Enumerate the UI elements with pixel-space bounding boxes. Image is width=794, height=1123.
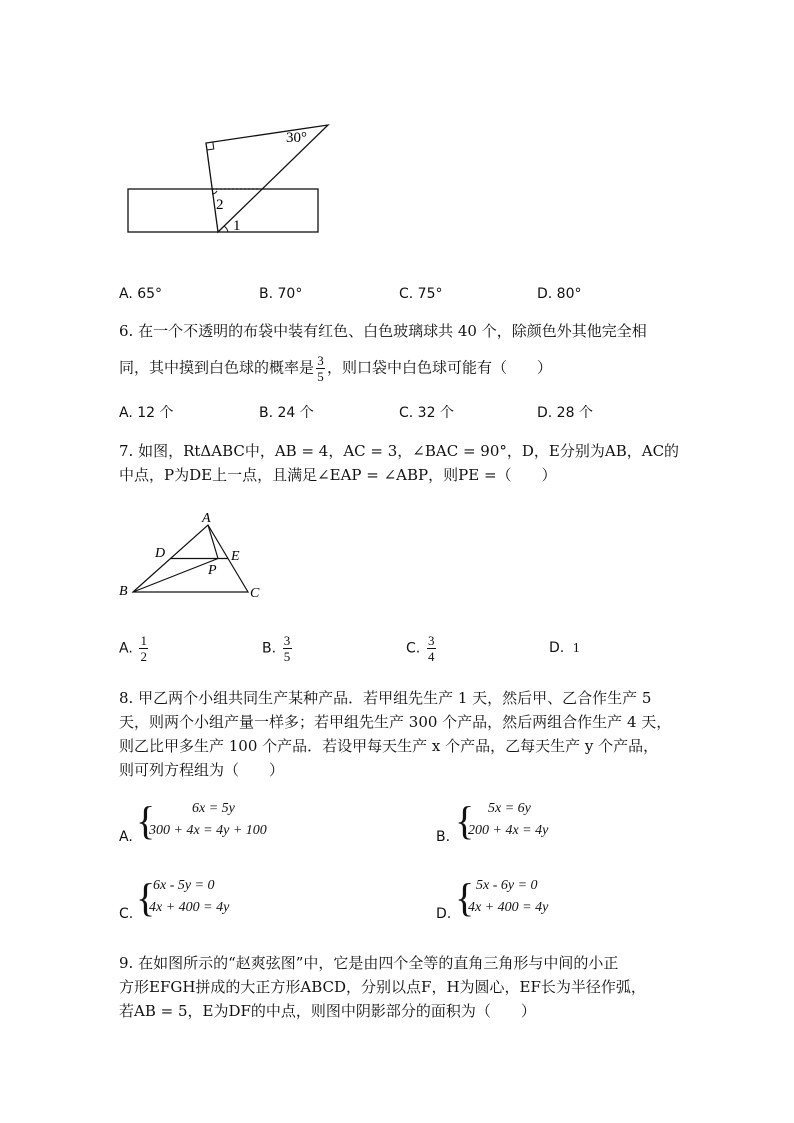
angle-2-label: 2 xyxy=(216,197,224,213)
q5-option-b: B. 70° xyxy=(259,286,303,302)
label-e: E xyxy=(231,549,240,564)
q8-option-a-eq2: 300 + 4x = 4y + 100 xyxy=(149,823,267,838)
q8-option-a-eq1: 6x = 5y xyxy=(192,801,235,816)
q6-option-d: D. 28 个 xyxy=(537,405,593,421)
q7-option-b xyxy=(262,634,294,663)
q5-option-c: C. 75° xyxy=(399,286,443,302)
frac-num: 3 xyxy=(427,633,435,648)
q8-text-line1: 8. 甲乙两个小组共同生产某种产品．若甲组先生产 1 天，然后甲、乙合作生产 5 xyxy=(119,689,652,707)
q7-option-a xyxy=(119,634,150,663)
frac-den: 5 xyxy=(283,649,291,664)
segment-bp xyxy=(133,559,218,593)
q8-text-line3: 则乙比甲多生产 100 个产品．若设甲每天生产 x 个产品，乙每天生产 y 个产品， xyxy=(119,737,659,755)
q8-option-d-eq2: 4x + 400 = 4y xyxy=(468,900,549,915)
q5-option-a: A. 65° xyxy=(119,286,163,302)
q7-option-c-fraction xyxy=(427,634,436,663)
q6-text-line2 xyxy=(119,354,552,383)
q7-option-a-label: A. xyxy=(119,640,133,657)
segment-ap xyxy=(208,525,218,559)
q7-option-c xyxy=(406,634,438,663)
q8-option-a-brace: { xyxy=(136,798,156,843)
q8-text-line2: 天，则两个小组产量一样多；若甲组先生产 300 个产品，然后两组合作生产 4 天， xyxy=(119,713,672,731)
q8-option-b-label: B. xyxy=(436,829,451,845)
q7-option-b-fraction xyxy=(283,634,292,663)
q7-text-line1: 7. 如图，RtΔABC中，AB = 4，AC = 3，∠BAC = 90°，D，E分别为AB，AC的 xyxy=(119,442,680,460)
label-a: A xyxy=(202,511,211,526)
q8-option-d-brace: { xyxy=(455,875,475,920)
q9-text-line3: 若AB = 5，E为DF的中点，则图中阴影部分的面积为（ ） xyxy=(119,1002,536,1020)
q8-text-line4: 则可列方程组为（ ） xyxy=(119,761,285,779)
q7-option-c-label: C. xyxy=(406,640,421,657)
q6-option-a: A. 12 个 xyxy=(119,405,174,421)
q6-text-line2-post: ，则口袋中白色球可能有（ ） xyxy=(327,358,553,377)
q8-option-c-eq2: 4x + 400 = 4y xyxy=(149,900,230,915)
q8-option-b-eq2: 200 + 4x = 4y xyxy=(468,823,549,838)
q7-option-d-label: D. xyxy=(549,640,565,656)
q6-frac-num: 3 xyxy=(317,353,324,368)
q6-frac-den: 5 xyxy=(317,369,324,384)
q6-text-line2-pre: 同，其中摸到白色球的概率是 xyxy=(119,358,315,377)
label-p: P xyxy=(208,563,217,578)
q7-text-line2: 中点，P为DE上一点，且满足∠EAP = ∠ABP，则PE =（ ） xyxy=(119,466,557,484)
q5-figure xyxy=(120,115,335,240)
q7-option-b-label: B. xyxy=(262,640,277,657)
q9-text-line2: 方形EFGH拼成的大正方形ABCD，分别以点F，H为圆心，EF长为半径作弧， xyxy=(119,978,646,996)
q8-option-c-label: C. xyxy=(119,906,134,922)
q6-text-line1: 6. 在一个不透明的布袋中装有红色、白色玻璃球共 40 个，除颜色外其他完全相 xyxy=(119,322,647,340)
label-d: D xyxy=(155,546,166,561)
label-b: B xyxy=(119,584,128,599)
q6-option-b: B. 24 个 xyxy=(259,405,314,421)
q8-option-a-label: A. xyxy=(119,829,133,845)
q8-option-d-label: D. xyxy=(436,906,452,922)
angle-30-label: 30° xyxy=(286,130,307,146)
q9-text-line1: 9. 在如图所示的“赵爽弦图”中，它是由四个全等的直角三角形与中间的小正 xyxy=(119,954,619,972)
q8-option-b-brace: { xyxy=(455,798,475,843)
angle-1-arc xyxy=(224,226,228,232)
frac-num: 3 xyxy=(283,633,291,648)
frac-den: 4 xyxy=(427,649,435,664)
q6-option-c: C. 32 个 xyxy=(399,405,454,421)
q8-option-d-eq1: 5x - 6y = 0 xyxy=(476,878,538,893)
q8-option-b-eq1: 5x = 6y xyxy=(488,801,531,816)
frac-num: 1 xyxy=(140,633,147,648)
frac-den: 2 xyxy=(140,649,147,664)
q7-option-a-fraction xyxy=(139,634,148,663)
angle-1-label: 1 xyxy=(233,218,241,234)
q7-option-d xyxy=(549,640,580,657)
q8-option-c-brace: { xyxy=(136,875,156,920)
label-c: C xyxy=(250,586,260,601)
set-square-triangle xyxy=(206,125,328,232)
q5-option-d: D. 80° xyxy=(537,286,582,302)
q8-option-c-eq1: 6x - 5y = 0 xyxy=(153,878,215,893)
q7-triangle-figure xyxy=(115,505,275,605)
q6-probability-fraction xyxy=(316,354,325,383)
q7-option-d-value: 1 xyxy=(572,641,580,656)
